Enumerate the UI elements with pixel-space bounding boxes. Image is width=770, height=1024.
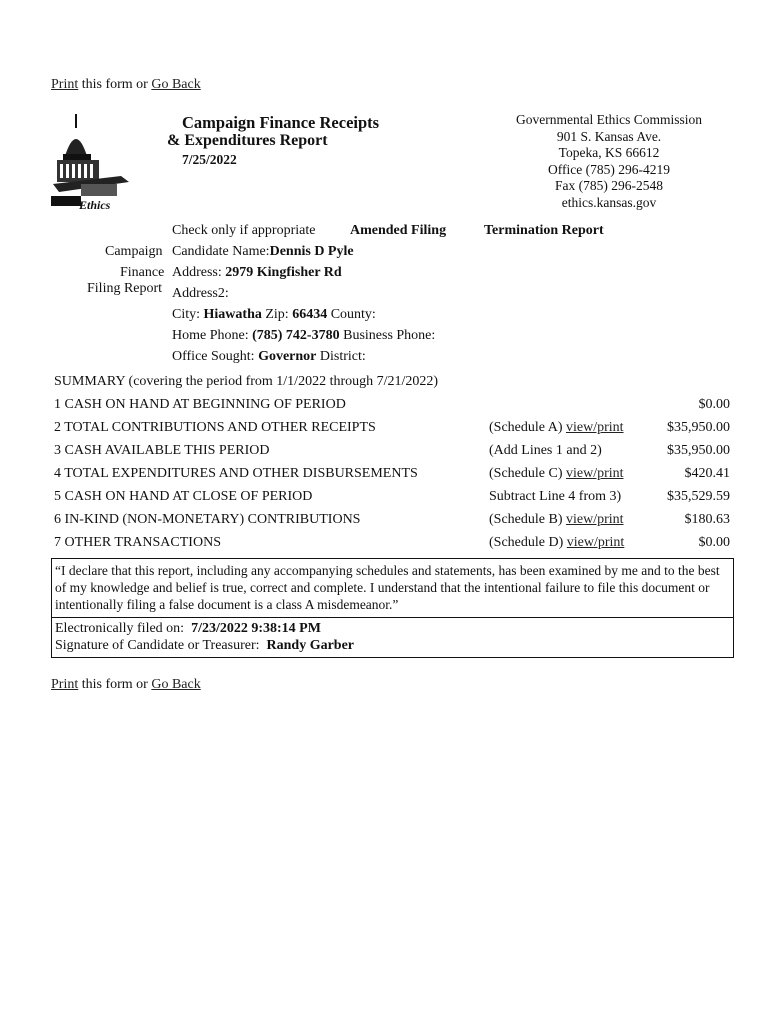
signature-label: Signature of Candidate or Treasurer: [55,638,260,653]
schedule-a-view-print-link[interactable]: view/print [565,420,624,435]
side-label-finance: Finance [120,265,165,280]
zip-label: Zip: [265,307,289,322]
report-title-line2: & Expenditures Report [167,132,328,149]
summary-row-amount: $420.41 [684,466,730,481]
office-sought-value: Governor [258,349,317,364]
address2-label: Address2: [172,286,229,301]
commission-info [484,112,734,211]
go-back-link[interactable]: Go Back [151,77,201,92]
commission-address2: Topeka, KS 66612 [558,145,660,160]
summary-heading: SUMMARY (covering the period from 1/1/2022 through 7/21/2022) [54,374,439,389]
termination-report-option[interactable]: Termination Report [484,223,604,238]
signature-value: Randy Garber [266,638,355,653]
summary-row-note: (Add Lines 1 and 2) [489,443,602,458]
bottom-nav [51,677,201,693]
summary-row-2 [54,420,730,442]
schedule-c-label: (Schedule C) [489,466,566,481]
candidate-name-row [172,244,354,260]
county-label: County: [330,307,376,322]
filed-on-row [55,620,730,637]
filed-on-label: Electronically filed on: [55,621,185,636]
candidate-name-label: Candidate Name: [172,244,270,259]
summary-row-3 [54,443,730,465]
side-label-filing-report: Filing Report [87,281,163,296]
summary-row-label: 7 OTHER TRANSACTIONS [54,535,221,550]
ethics-commission-logo [51,112,131,212]
city-row [172,307,376,323]
summary-row-note [489,420,624,436]
schedule-c-view-print-link[interactable]: view/print [565,466,624,481]
report-date: 7/25/2022 [182,152,237,167]
commission-fax: Fax (785) 296-2548 [555,178,663,193]
schedule-b-label: (Schedule B) [489,512,566,527]
nav-separator-text: this form or [78,77,152,92]
office-row [172,349,366,365]
print-link[interactable]: Print [51,77,79,92]
home-phone-label: Home Phone: [172,328,249,343]
office-sought-label: Office Sought: [172,349,255,364]
summary-row-note [489,535,624,551]
capitol-dome-logo-icon [51,112,131,212]
report-title-line1: Campaign Finance Receipts [182,113,380,132]
city-label: City: [172,307,201,322]
filed-on-value: 7/23/2022 9:38:14 PM [191,621,321,636]
summary-row-amount: $180.63 [684,512,730,527]
side-label-campaign: Campaign [105,244,163,259]
phone-row [172,328,435,344]
summary-row-label: 1 CASH ON HAND AT BEGINNING OF PERIOD [54,397,346,412]
declaration-box [51,558,734,618]
city-value: Hiawatha [203,307,262,322]
logo-text: Ethics [79,198,111,212]
home-phone-value: (785) 742-3780 [252,328,340,343]
nav-separator-text: this form or [78,677,152,692]
go-back-link-bottom[interactable]: Go Back [151,677,201,692]
summary-row-amount: $35,950.00 [667,443,730,458]
top-nav [51,77,201,93]
summary-row-5 [54,489,730,511]
summary-row-label: 4 TOTAL EXPENDITURES AND OTHER DISBURSEMENTS [54,466,418,481]
summary-row-1 [54,397,730,419]
schedule-a-label: (Schedule A) [489,420,566,435]
summary-row-7 [54,535,730,557]
schedule-d-view-print-link[interactable]: view/print [566,535,625,550]
address-value: 2979 Kingfisher Rd [225,265,342,280]
summary-row-note [489,466,624,482]
summary-row-amount: $0.00 [698,397,730,412]
summary-row-label: 5 CASH ON HAND AT CLOSE OF PERIOD [54,489,313,504]
commission-office-phone: Office (785) 296-4219 [548,161,670,177]
summary-row-label: 2 TOTAL CONTRIBUTIONS AND OTHER RECEIPTS [54,420,376,435]
declaration-text: “I declare that this report, including any accompanying schedules and statements, has been examined by me and to the best of my knowledge and belief is true, correct and complete. I understand that the intentional failure to file this document or intentionally filing a false document is a class A misdemeanor.” [55,563,720,612]
address-row [172,265,342,281]
commission-name: Governmental Ethics Commission [516,112,702,127]
summary-row-amount: $35,950.00 [667,420,730,435]
district-label: District: [319,349,366,364]
summary-row-label: 6 IN-KIND (NON-MONETARY) CONTRIBUTIONS [54,512,361,527]
summary-row-6 [54,512,730,534]
candidate-name-value: Dennis D Pyle [269,244,354,259]
check-only-label: Check only if appropriate [172,223,316,238]
amended-filing-option[interactable]: Amended Filing [350,223,447,238]
summary-row-label: 3 CASH AVAILABLE THIS PERIOD [54,443,270,458]
commission-address1: 901 S. Kansas Ave. [556,128,662,144]
summary-row-4 [54,466,730,488]
summary-row-note [489,512,624,528]
schedule-d-label: (Schedule D) [489,535,567,550]
summary-row-amount: $35,529.59 [667,489,730,504]
print-link-bottom[interactable]: Print [51,677,79,692]
summary-row-note: Subtract Line 4 from 3) [489,489,622,504]
zip-value: 66434 [292,307,328,322]
schedule-b-view-print-link[interactable]: view/print [565,512,624,527]
address-label: Address: [172,265,222,280]
business-phone-label: Business Phone: [343,328,436,343]
signature-row [55,637,730,654]
commission-website: ethics.kansas.gov [561,194,657,210]
signature-box [51,617,734,658]
summary-row-amount: $0.00 [698,535,730,550]
